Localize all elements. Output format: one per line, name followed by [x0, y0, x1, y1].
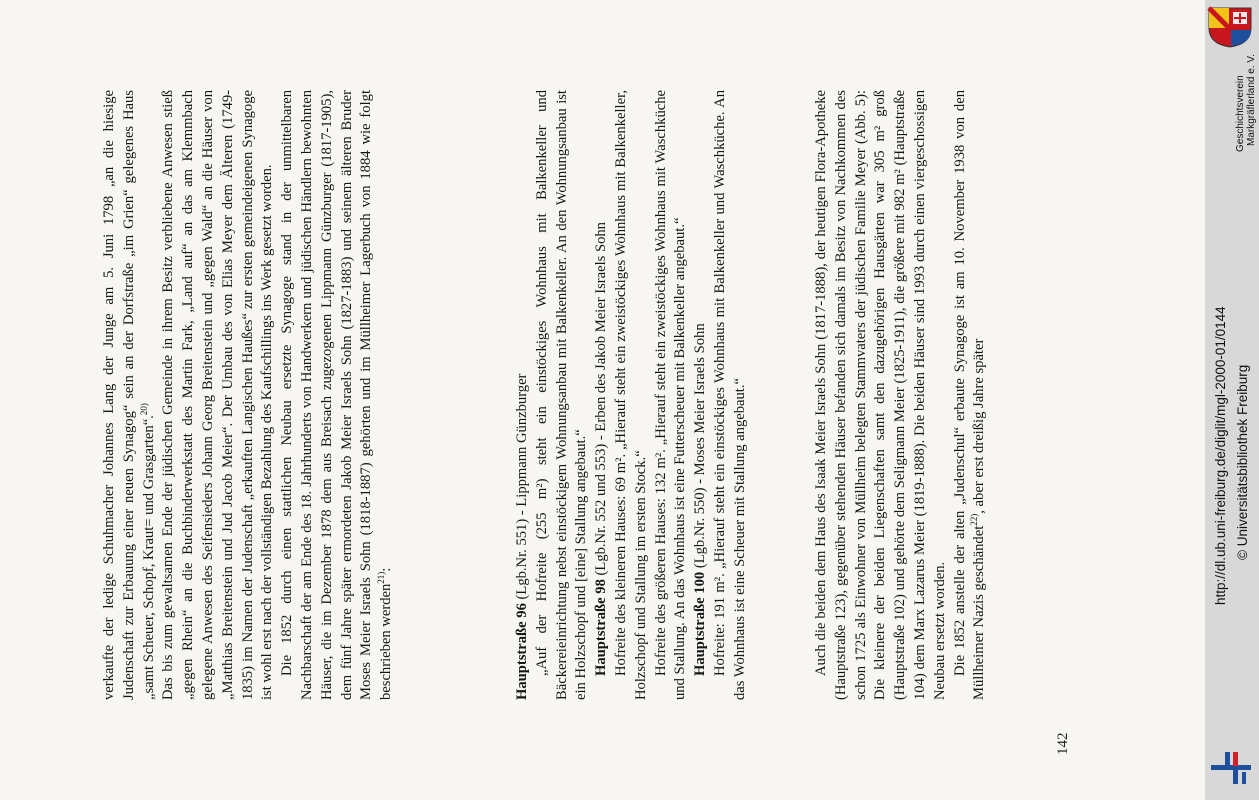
sidebar — [1205, 0, 1259, 800]
paragraph-text: verkaufte der ledige Schuhmacher Johannes Lang der Junge am 5. Juni 1798 „an die hiesige Judenschaft zur Erbauung einer neuen Synagog“ sein an der Dorfstraße „im Grien“ gelegenes Haus „samt Scheuer, Schopf, Kraut= und Grasgarten“. — [101, 90, 157, 700]
sidebar-rotated-text — [1205, 0, 1259, 800]
paragraph-text: : — [378, 567, 395, 572]
crest-logo-icon[interactable] — [1207, 6, 1253, 48]
paragraph-text: Hofreite des größeren Hauses: 132 m². „Hierauf steht ein zweistöckiges Wohnhaus mit Waschküche und Stallung. An das Wohnhaus ist eine Futterscheuer mit Balkenkeller angebaut.“ — [652, 90, 689, 700]
paragraph — [951, 90, 991, 700]
footnote-marker: 20) — [138, 403, 149, 416]
paragraph — [159, 90, 278, 700]
address-heading — [513, 90, 533, 700]
society-name-line1: Geschichtsverein — [1235, 75, 1246, 152]
text-column-2 — [513, 90, 751, 700]
address-heading — [592, 90, 612, 700]
paragraph — [100, 90, 159, 700]
address-heading-text: (Lgb.Nr. 552 und 553) - Erben des Jakob Meier Israels Sohn — [593, 222, 610, 580]
paragraph-text: Die 1852 durch einen stattlichen Neubau ersetzte Synagoge stand in der unmittelbaren Nachbarschaft der am Ende des 18. Jahrhunderts von Handwerkern und jüdischen Händlern bewohnten Häuser, die im Dezember 1878 dem aus Breisach zugezogenen Lippmann Günzburger (1817-1905), dem fünf Jahre später ermordeten Jakob Meier Israels Sohn (1827-1883) und seinem älteren Bruder Moses Meier Israels Sohn (1818-1887) gehörten und im Müllheimer Lagerbuch von 1884 wie folgt beschrieben werden — [279, 90, 395, 700]
source-url-link[interactable]: http://dl.ub.uni-freiburg.de/diglit/mgl-2000-01/0144 — [1213, 306, 1228, 605]
paragraph-text: Hofreite: 191 m². „Hierauf steht ein einstöckiges Wohnhaus mit Balkenkeller und Waschküche. An das Wohnhaus ist eine Scheuer mit Stallung angebaut.“ — [711, 90, 748, 700]
page-number: 142 — [1055, 732, 1071, 755]
footnote-marker: 21) — [376, 571, 387, 584]
paragraph — [278, 90, 397, 700]
paragraph — [652, 90, 692, 700]
footnote-marker: 22) — [969, 513, 980, 526]
address-heading-bold: Hauptstraße 96 — [514, 603, 530, 700]
paragraph-text: , aber erst dreißig Jahre später — [971, 338, 988, 514]
address-heading — [691, 90, 711, 700]
paragraph — [612, 90, 652, 700]
text-column-3 — [812, 90, 990, 700]
paragraph — [533, 90, 592, 700]
paragraph-text: Auch die beiden dem Haus des Isaak Meier Israels Sohn (1817-1888), der heutigen Flora-Apotheke (Hauptstraße 123), gegenüber stehenden Häuser befanden sich damals im Besitz von Nachkommen des schon 1725 als Einwohner von Müllheim belegten Stammvaters der jüdischen Familie Meyer (Abb. 5): Die kleinere der beiden Liegenschaften samt den dazugehörigen Hausgärten war 305 m² groß (Hauptstraße 102) und gehörte dem Seligmann Meier (1825-1911), die größere mit 982 m² (Hauptstraße 104) dem Marx Lazarus Meier (1819-1888). Die beiden Häuser sind 1993 durch einen viergeschossigen Neubau ersetzt worden. — [813, 90, 948, 700]
paragraph-text: Hofreite des kleineren Hauses: 69 m². „Hierauf steht ein zweistöckiges Wohnhaus mit Balkenkeller, Holzschopf und Stallung im ersten Stock.“ — [612, 90, 649, 700]
address-heading-bold: Hauptstraße 98 — [593, 579, 610, 676]
paragraph-text: „Auf der Hofreite (255 m²) steht ein einstöckiges Wohnhaus mit Balkenkeller und Bäckereieinrichtung nebst einstöckigem Wohnungsanbau mit Balkenkeller. An den Wohnungsanbau ist ein Holzschopf und [eine] Stallung angebaut.“ — [533, 90, 590, 700]
paragraph-text: Die 1852 anstelle der alten „Judenschul“ erbaute Synagoge ist am 10. November 1938 von den Müllheimer Nazis geschändet — [951, 90, 988, 700]
paragraph — [812, 90, 951, 700]
university-library-logo-icon[interactable] — [1209, 748, 1253, 788]
text-column-1 — [100, 90, 397, 700]
paragraph-text: Das bis zum gewaltsamen Ende der jüdischen Gemeinde in ihrem Besitz verbliebene Anwesen stieß „gegen Rhein“ an die Buchbinderwerkstatt des Martin Fark, „Land auf“ an das am Klemmbach gelegene Anwesen des Seifensieders Johann Georg Breitenstein und „gegen Wald“ an die Häuser von „Matthias Breitenstein und Jud Jacob Meier“. Der Umbau des von Elias Meyer dem Älteren (1749-1835) im Namen der Judenschaft „erkauften Langischen Haußes“ zur ersten gemeindeigenen Synagoge ist wohl erst nach der vollständigen Bezahlung des Kaufschillings ins Werk gesetzt worden. — [160, 90, 276, 700]
paragraph — [711, 90, 751, 700]
address-heading-bold: Hauptstraße 100 — [692, 571, 709, 676]
address-heading-text: (Lgb.Nr. 550) - Moses Meier Israels Sohn — [692, 323, 709, 572]
copyright-notice: © Universitätsbibliothek Freiburg — [1235, 364, 1250, 560]
society-name-line2: Markgräflerland e. V. — [1246, 54, 1257, 146]
address-heading-text: (Lgb.Nr. 551) - Lippmann Günzburger — [514, 373, 530, 604]
